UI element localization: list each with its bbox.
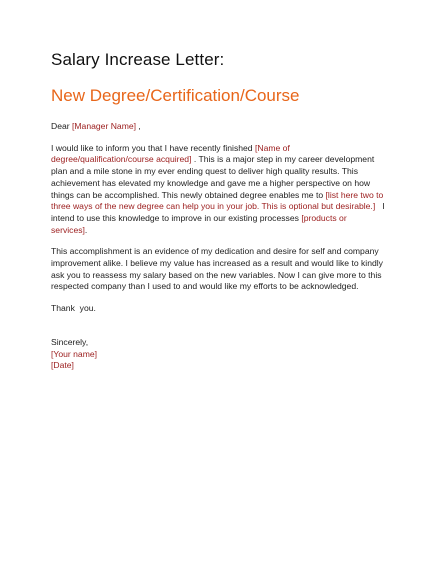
- para1-line-5: [51, 190, 396, 202]
- greeting-prefix: Dear: [51, 121, 73, 131]
- para1-text-5: things can be accomplished. This newly obtained degree enables me to: [51, 189, 326, 200]
- letter-body: [51, 121, 396, 372]
- manager-name-placeholder: [Manager Name]: [72, 121, 137, 131]
- paragraph-accomplishment: [51, 246, 396, 293]
- para2-line-1: This accomplishment is an evidence of my dedication and desire for self and company: [51, 246, 379, 257]
- para1-text-2: . This is a major step in my career development: [191, 154, 375, 165]
- para1-text-1: I would like to inform you that I have recently finished: [51, 142, 255, 153]
- date-placeholder: [Date]: [51, 360, 74, 371]
- letter-subtitle: New Degree/Certification/Course: [51, 86, 300, 105]
- para1-text-7: intend to use this knowledge to improve in our existing processes: [51, 212, 302, 223]
- paragraph-degree: [51, 143, 396, 237]
- greeting-suffix: ,: [136, 121, 141, 131]
- benefits-placeholder-a: [list here two to: [325, 189, 384, 200]
- para1-line-7: [51, 213, 396, 225]
- para1-text-6: I: [375, 201, 385, 212]
- para1-line-4: achievement has elevated my knowledge and gave me a higher perspective on how: [51, 177, 371, 188]
- degree-name-placeholder-b: degree/qualification/course acquired]: [51, 154, 192, 165]
- benefits-placeholder-b: three ways of the new degree can help you in your job. This is optional but desirable.]: [51, 201, 376, 212]
- para1-line-2: [51, 154, 396, 166]
- degree-name-placeholder-a: [Name of: [254, 142, 290, 153]
- para1-text-8: .: [84, 224, 88, 235]
- closing-line: Sincerely,: [51, 336, 89, 347]
- products-placeholder-a: [products or: [301, 212, 347, 223]
- greeting: [51, 121, 396, 133]
- para1-line-1: [51, 143, 396, 155]
- para2-line-3: ask you to reassess my salary based on the new variables. Now I can give more to this: [51, 269, 382, 280]
- para1-line-8: [51, 225, 396, 237]
- para2-line-2: improvement alike. I believe my value has increased as a result and would like to kindly: [51, 258, 383, 269]
- para1-line-6: [51, 201, 396, 213]
- para2-line-4: respected company than I used to and would like my efforts to be acknowledged.: [51, 281, 359, 292]
- letter-title: Salary Increase Letter:: [51, 50, 225, 69]
- para1-line-3: plan and a mile stone in my ever ending quest to deliver high quality results. This: [51, 166, 358, 177]
- thanks-line: Thank you.: [51, 303, 96, 314]
- your-name-placeholder: [Your name]: [51, 348, 98, 359]
- products-placeholder-b: services]: [51, 224, 85, 235]
